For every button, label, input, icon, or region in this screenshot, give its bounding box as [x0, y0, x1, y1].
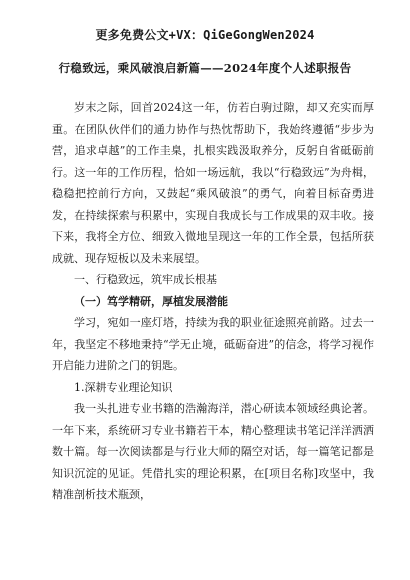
section-heading: 一、行稳致远，筑牢成长根基 [74, 273, 217, 286]
subsection-heading: （一）笃学精研，厚植发展潜能 [74, 294, 228, 308]
item-heading: 1.深耕专业理论知识 [74, 380, 173, 394]
intro-paragraph: 岁末之际，回首2024这一年，仿若白驹过隙，却又充实而厚重。在团队伙伴们的通力协作与热忱帮助下，我始终遵循“步步为营，追求卓越”的工作圭臬，扎根实践汲取养分，反躬自省砥砺前行。这一年的工作历程，恰如一场远航，我以“行稳致远”为舟楫，稳稳把控前行方向，又鼓起“乘风破浪”的勇气，向着目标奋勇进发，在持续探索与积累中，实现自我成长与工作成果的双丰收。接下来，我将全方位、细致入微地呈现这一年的工作全景，包括所获成就、现存短板以及未来展望。 [52, 101, 374, 265]
promo-banner: 更多免费公文+VX：QiGeGongWen2024 [95, 28, 315, 42]
item-paragraph: 我一头扎进专业书籍的浩瀚海洋，潜心研读本领域经典论著。一年下来，系统研习专业书籍若干本，精心整理读书笔记洋洋洒洒数十篇。每一次阅读都是与行业大师的隔空对话，每一篇笔记都是知识沉淀的见证。凭借扎实的理论积累，在[项目名称]攻坚中，我精准剖析技术瓶颈， [52, 402, 374, 501]
document-body [52, 97, 374, 506]
subsection-paragraph: 学习，宛如一座灯塔，持续为我的职业征途照亮前路。过去一年，我坚定不移地秉持“学无止境，砥砺奋进”的信念，将学习视作开启能力进阶之门的钥匙。 [52, 316, 374, 372]
document-title: 行稳致远，乘风破浪启新篇——2024年度个人述职报告 [58, 61, 352, 75]
